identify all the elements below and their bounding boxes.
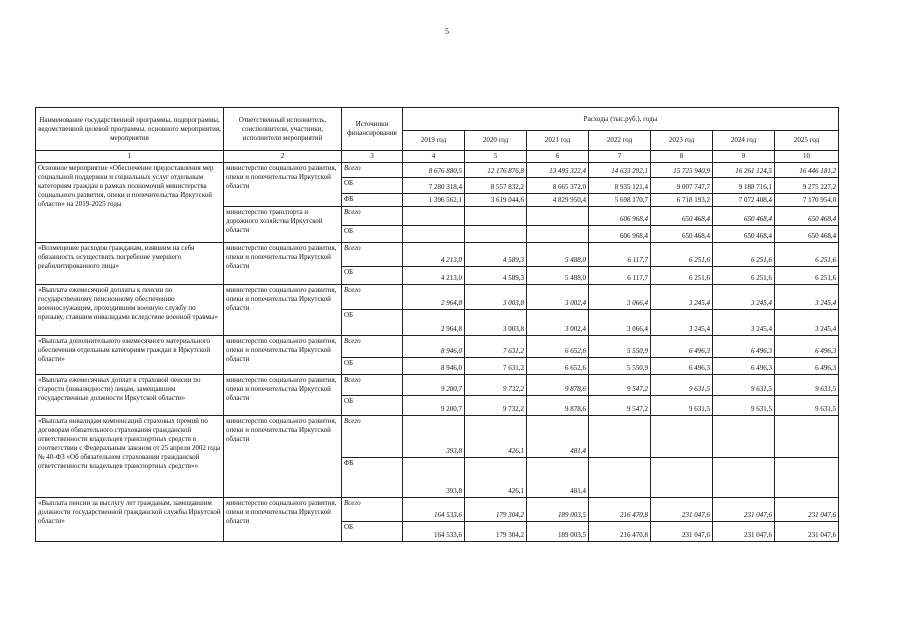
expense-value: 216 470,8 (589, 498, 651, 522)
expense-value (651, 458, 713, 498)
funding-source: Всего (342, 285, 403, 310)
header-expenses: Расходы (тыс.руб.), годы (403, 108, 839, 131)
expense-value: 9 631,5 (713, 375, 775, 396)
expense-value: 5 488,0 (527, 243, 589, 267)
expense-value: 189 003,5 (527, 498, 589, 522)
expense-value: 393,8 (403, 458, 465, 498)
expense-value: 9 631,5 (775, 396, 839, 416)
header-name: Наименование государственной программы, подпрограммы, ведомственной целевой программы, основного мероприятия, мероприятия (36, 108, 224, 151)
expense-value: 7 631,2 (465, 358, 527, 375)
expense-value: 426,1 (465, 416, 527, 458)
expense-value: 15 725 940,9 (651, 163, 713, 178)
expense-value: 8 676 880,5 (403, 163, 465, 178)
table-row (36, 416, 839, 458)
expense-value: 9 732,2 (465, 375, 527, 396)
header-year: 2020 год (465, 131, 527, 151)
expense-value (403, 226, 465, 243)
expense-value: 231 047,6 (713, 498, 775, 522)
funding-source: Всего (342, 163, 403, 178)
funding-source: ОБ (342, 178, 403, 194)
expense-value: 7 631,2 (465, 336, 527, 358)
expense-value: 6 251,6 (713, 243, 775, 267)
expense-value: 231 047,6 (651, 522, 713, 542)
expense-value: 4 589,3 (465, 243, 527, 267)
expense-value: 9 878,6 (527, 396, 589, 416)
table-body (36, 163, 839, 542)
expense-value: 16 261 124,5 (713, 163, 775, 178)
expense-value: 231 047,6 (775, 522, 839, 542)
funding-source: Всего (342, 207, 403, 226)
funding-source: ОБ (342, 396, 403, 416)
expense-value: 9 200,7 (403, 375, 465, 396)
expense-value: 5 698 170,7 (589, 194, 651, 207)
column-number: 2 (224, 151, 342, 163)
expense-value: 2 964,8 (403, 285, 465, 310)
expense-value: 9 275 227,2 (775, 178, 839, 194)
expense-value: 9 878,6 (527, 375, 589, 396)
expense-value: 189 003,5 (527, 522, 589, 542)
column-number: 7 (589, 151, 651, 163)
expense-value: 3 002,4 (527, 285, 589, 310)
column-number: 4 (403, 151, 465, 163)
header-year: 2025 год (775, 131, 839, 151)
expense-value (713, 416, 775, 458)
executor: министерство социального развития, опеки и попечительства Иркутской области (224, 336, 342, 375)
expense-value: 606 968,4 (589, 207, 651, 226)
expense-value: 164 533,6 (403, 522, 465, 542)
expense-value: 9 631,5 (651, 375, 713, 396)
column-number: 10 (775, 151, 839, 163)
column-number: 1 (36, 151, 224, 163)
expense-value: 650 468,4 (651, 226, 713, 243)
expense-value: 606 968,4 (589, 226, 651, 243)
executor: министерство социального развития, опеки и попечительства Иркутской области (224, 416, 342, 498)
expense-value: 3 245,4 (651, 310, 713, 336)
expense-value: 6 496,3 (713, 358, 775, 375)
expense-value: 9 547,2 (589, 396, 651, 416)
expense-value: 3 003,8 (465, 310, 527, 336)
expense-value: 9 547,2 (589, 375, 651, 396)
executor: министерство социального развития, опеки и попечительства Иркутской области (224, 285, 342, 336)
column-number: 3 (342, 151, 403, 163)
budget-table (35, 107, 839, 542)
expense-value (527, 226, 589, 243)
header-executor: Ответственный исполнитель, соисполнители, участники, исполнители мероприятий (224, 108, 342, 151)
expense-value: 650 468,4 (651, 207, 713, 226)
expense-value (775, 458, 839, 498)
funding-source: ОБ (342, 358, 403, 375)
table-header (36, 108, 839, 163)
header-year: 2022 год (589, 131, 651, 151)
expense-value: 5 550,9 (589, 358, 651, 375)
column-number: 6 (527, 151, 589, 163)
expense-value: 9 188 716,1 (713, 178, 775, 194)
expense-value: 3 245,4 (713, 310, 775, 336)
expense-value: 216 470,8 (589, 522, 651, 542)
funding-source: ОБ (342, 226, 403, 243)
executor: министерство социального развития, опеки и попечительства Иркутской области (224, 498, 342, 542)
expense-value: 8 946,0 (403, 358, 465, 375)
measure-name: «Выплата ежемесячных доплат к страховой пенсии по старости (инвалидности) лицам, замещавшим государственные должности Иркутской области» (36, 375, 224, 416)
expense-value: 8 935 121,4 (589, 178, 651, 194)
expense-value: 481,4 (527, 416, 589, 458)
table-row (36, 375, 839, 396)
expense-value: 2 964,8 (403, 310, 465, 336)
expense-value (403, 207, 465, 226)
expense-value: 8 946,0 (403, 336, 465, 358)
expense-value (713, 458, 775, 498)
expense-value: 5 550,9 (589, 336, 651, 358)
expense-value: 5 488,0 (527, 267, 589, 285)
expense-value: 426,1 (465, 458, 527, 498)
expense-value (589, 458, 651, 498)
measure-name: «Выплата инвалидам компенсаций страховых премий по договорам обязательного страхования гражданской ответственности владельцев транспортных средств в соответствии с Федеральным законом от 25 апреля 2002 года № 40-ФЗ «Об обязательном страховании гражданской ответственности владельцев транспортных средств»» (36, 416, 224, 498)
expense-value: 6 117,7 (589, 267, 651, 285)
expense-value: 9 631,5 (775, 375, 839, 396)
funding-source: ОБ (342, 267, 403, 285)
expense-value: 4 829 950,4 (527, 194, 589, 207)
expense-value: 650 468,4 (775, 226, 839, 243)
measure-name: «Выплата пенсии за выслугу лет гражданам, замещавшим должности государственной гражданской службы Иркутской области» (36, 498, 224, 542)
header-source: Источники финансирования (342, 108, 403, 151)
expense-value: 6 496,3 (651, 358, 713, 375)
expense-value (465, 207, 527, 226)
table-row (36, 498, 839, 522)
funding-source: Всего (342, 416, 403, 458)
header-year: 2024 год (713, 131, 775, 151)
funding-source: Всего (342, 336, 403, 358)
expense-value: 481,4 (527, 458, 589, 498)
expense-value: 9 631,5 (713, 396, 775, 416)
expense-value: 1 396 562,1 (403, 194, 465, 207)
expense-value: 7 170 954,0 (775, 194, 839, 207)
funding-source: ОБ (342, 522, 403, 542)
funding-source: ФБ (342, 194, 403, 207)
expense-value: 3 066,4 (589, 285, 651, 310)
column-number: 8 (651, 151, 713, 163)
measure-name: «Возмещение расходов гражданам, взявшим на себя обязанность осуществить погребение умершего реабилитированного лица» (36, 243, 224, 285)
executor: министерство социального развития, опеки и попечительства Иркутской области (224, 163, 342, 207)
executor: министерство транспорта и дорожного хозяйства Иркутской области (224, 207, 342, 243)
expense-value: 4 213,0 (403, 267, 465, 285)
expense-value: 179 304,2 (465, 498, 527, 522)
header-year: 2021 год (527, 131, 589, 151)
expense-value: 650 468,4 (775, 207, 839, 226)
expense-value: 6 496,3 (713, 336, 775, 358)
executor: министерство социального развития, опеки и попечительства Иркутской области (224, 375, 342, 416)
expense-value: 393,8 (403, 416, 465, 458)
expense-value: 6 496,3 (775, 358, 839, 375)
expense-value (527, 207, 589, 226)
expense-value: 9 007 747,7 (651, 178, 713, 194)
expense-value: 9 631,5 (651, 396, 713, 416)
expense-value: 8 557 832,2 (465, 178, 527, 194)
expense-value: 231 047,6 (651, 498, 713, 522)
header-year: 2023 год (651, 131, 713, 151)
measure-name: «Выплата дополнительного ежемесячного материального обеспечения отдельным категориям граждан в Иркутской области» (36, 336, 224, 375)
expense-value: 6 117,7 (589, 243, 651, 267)
expense-value: 6 496,3 (651, 336, 713, 358)
column-number: 5 (465, 151, 527, 163)
expense-value: 3 066,4 (589, 310, 651, 336)
expense-value: 6 251,6 (775, 267, 839, 285)
expense-value: 12 176 876,8 (465, 163, 527, 178)
table-row (36, 336, 839, 358)
expense-value (589, 416, 651, 458)
expense-value: 7 280 318,4 (403, 178, 465, 194)
table-row (36, 163, 839, 178)
expense-value: 650 468,4 (713, 207, 775, 226)
expense-value: 9 732,2 (465, 396, 527, 416)
expense-value: 8 665 372,0 (527, 178, 589, 194)
expense-value: 3 003,8 (465, 285, 527, 310)
header-year: 2019 год (403, 131, 465, 151)
expense-value: 4 213,0 (403, 243, 465, 267)
expense-value: 3 619 044,6 (465, 194, 527, 207)
table-row (36, 285, 839, 310)
column-number: 9 (713, 151, 775, 163)
column-number-row (36, 151, 839, 163)
measure-name: «Выплата ежемесячной доплаты к пенсии по государственному пенсионному обеспечению военнослужащим, проходившим военную службу по призыву, ставшим инвалидами вследствие военной травмы» (36, 285, 224, 336)
expense-value: 16 446 181,2 (775, 163, 839, 178)
expense-value: 6 652,6 (527, 358, 589, 375)
expense-value: 6 718 193,2 (651, 194, 713, 207)
expense-value: 3 002,4 (527, 310, 589, 336)
expense-value: 6 251,6 (713, 267, 775, 285)
expense-value (651, 416, 713, 458)
expense-value: 3 245,4 (713, 285, 775, 310)
expense-value: 6 251,6 (651, 243, 713, 267)
expense-value: 3 245,4 (775, 310, 839, 336)
measure-name: Основное мероприятие «Обеспечение предоставления мер социальной поддержки и социальных услуг отдельным категориям граждан в рамках полномочий министерства социального развития, опеки и попечительства Иркутской области» на 2019-2025 годы (36, 163, 224, 243)
expense-value: 164 533,6 (403, 498, 465, 522)
executor: министерство социального развития, опеки и попечительства Иркутской области (224, 243, 342, 285)
expense-value: 6 652,6 (527, 336, 589, 358)
expense-value: 6 251,6 (775, 243, 839, 267)
expense-value: 13 495 322,4 (527, 163, 589, 178)
funding-source: ФБ (342, 458, 403, 498)
funding-source: ОБ (342, 310, 403, 336)
funding-source: Всего (342, 375, 403, 396)
expense-value: 3 245,4 (775, 285, 839, 310)
funding-source: Всего (342, 498, 403, 522)
expense-value: 14 633 292,1 (589, 163, 651, 178)
expense-value (775, 416, 839, 458)
funding-source: Всего (342, 243, 403, 267)
expense-value: 7 072 408,4 (713, 194, 775, 207)
expense-value: 231 047,6 (775, 498, 839, 522)
page-number: 5 (445, 27, 449, 36)
expense-value: 4 589,3 (465, 267, 527, 285)
expense-value: 6 496,3 (775, 336, 839, 358)
expense-value: 231 047,6 (713, 522, 775, 542)
expense-value: 650 468,4 (713, 226, 775, 243)
expense-value: 9 200,7 (403, 396, 465, 416)
table-row (36, 243, 839, 267)
expense-value: 179 304,2 (465, 522, 527, 542)
expense-value: 6 251,6 (651, 267, 713, 285)
expense-value (465, 226, 527, 243)
expense-value: 3 245,4 (651, 285, 713, 310)
